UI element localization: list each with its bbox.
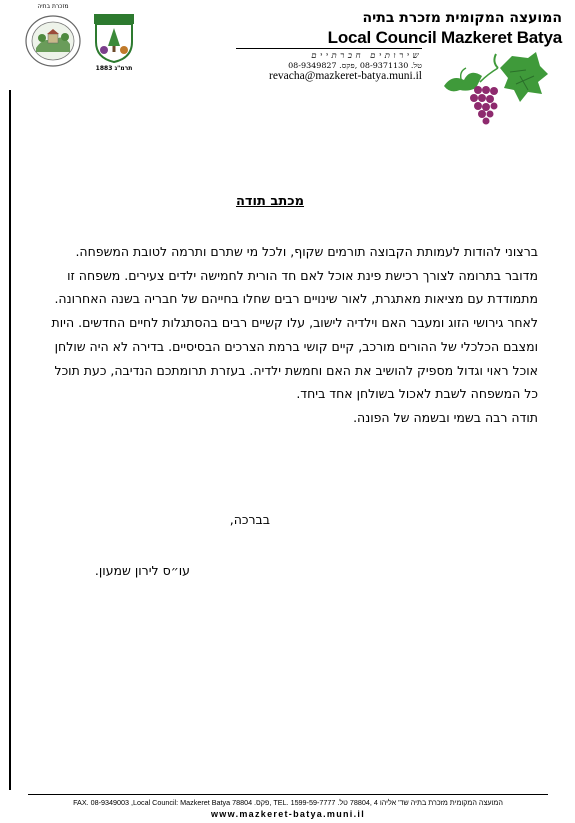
department-name: שירותים חברתיים: [311, 51, 422, 61]
margin-line: [9, 90, 11, 790]
letter-paragraph: תודה רבה בשמי ובשמה של הפונה.: [353, 409, 538, 425]
letter-paragraph: ברצוני להודות לעמותת הקבוצה תורמים שקוף, ולכל מי שתרם ותרמה לטובת המשפחה.: [75, 244, 538, 259]
footer-website: www.mazkeret-batya.muni.il: [211, 809, 365, 819]
council-seal-logo: [22, 14, 84, 72]
letter-body: [40, 240, 538, 430]
emblem-year: תרמ"ג 1883: [95, 65, 133, 72]
contact-email: revacha@mazkeret-batya.muni.il: [269, 70, 422, 82]
letter-closing: בברכה,: [229, 512, 270, 527]
letter-paragraph: מדובר בתרומה לצורך רכישת פינת אוכל לאם חד הורית לחמישה ילדים צעירים. משפחה זו מתמודדת עם מציאות מאתגרת, לאור שינויים רבים שחלו בחייהם של חבריה בשנה האחרונה. לאחר גירושי הזוג ומעבר האם וילדיה לישוב, עלו קשיים רבים בהסתגלות לחיים החדשים. היות ומצבם הכלכלי של ההורים מורכב, קיים קושי ברמת הצרכים הבסיסיים. בדירה לא היה שולחן אוכל ראוי וגדול מספיק להושיב את האם וחמשת ילדיה. בעזרת תרומתכם הנדיבה, כעת תוכל כל המשפחה לשבת לאכול בשולחן אחד ביחד.: [51, 267, 538, 402]
footer-divider: [28, 794, 548, 795]
footer-address: המועצה המקומית מזכרת בתיה שד' אליהו 4 ,78804 טל. TEL. 1599-59-7777 ,פקס. FAX. 08-9349003 ,Local Council: Mazkeret Batya 78804: [73, 798, 503, 807]
header-divider: [236, 48, 422, 49]
council-name-english: Local Council Mazkeret Batya: [327, 28, 562, 47]
contact-phone-fax: טל. 08-9371130 ,פקס. 08-9349827: [288, 61, 422, 70]
letter-title: מכתב תודה: [235, 194, 305, 209]
letter-signature: עו״ס לירון שמעון.: [94, 563, 190, 578]
seal-caption: מזכרת בתיה: [37, 3, 69, 10]
council-name-hebrew: המועצה המקומית מזכרת בתיה: [362, 10, 562, 26]
town-emblem-logo: [92, 12, 136, 64]
grape-vine-icon: [440, 48, 550, 132]
